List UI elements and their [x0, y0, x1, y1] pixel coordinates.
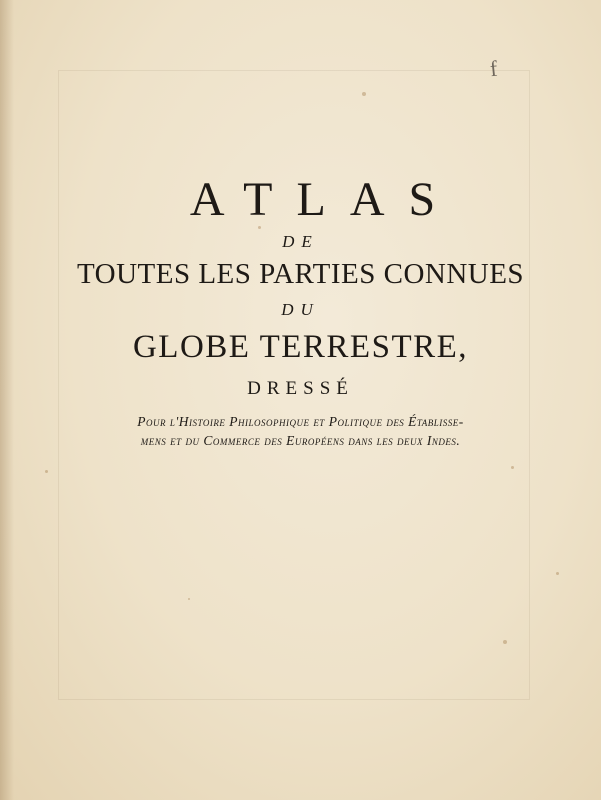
foxing-spot [188, 598, 190, 600]
title-atlas: ATLAS [189, 173, 460, 226]
foxing-spot [511, 466, 514, 469]
page-edge-shadow [0, 0, 14, 800]
foxing-spot [362, 92, 366, 96]
description-line-1: Pour l'Histoire Philosophique et Politique des Établisse- [137, 414, 464, 429]
word-de: DE [282, 232, 319, 251]
title-globe-terrestre: GLOBE TERRESTRE, [132, 329, 469, 365]
foxing-spot [556, 572, 559, 575]
foxing-spot [45, 470, 48, 473]
word-dresse: DRESSÉ [247, 378, 354, 399]
description-line-2: mens et du Commerce des Européens dans les deux Indes. [140, 433, 461, 448]
title-toutes-les-parties: TOUTES LES PARTIES CONNUES [76, 258, 525, 290]
foxing-spot [503, 640, 507, 644]
ink-mark: f [488, 55, 499, 82]
word-du: DU [281, 300, 320, 319]
